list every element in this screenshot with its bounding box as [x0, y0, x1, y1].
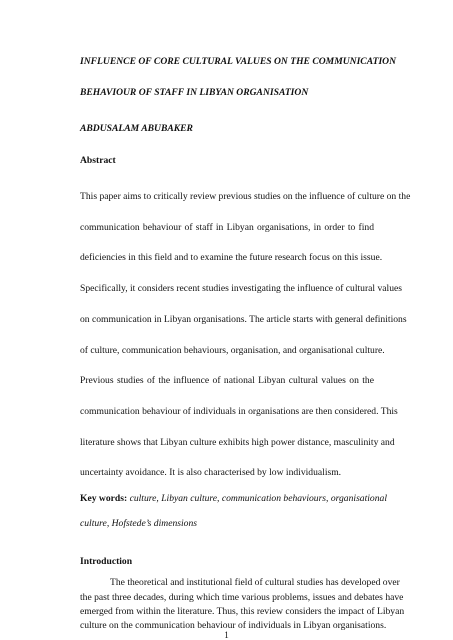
abstract-line: literature shows that Libyan culture exhibits high power distance, masculinity and	[80, 437, 395, 448]
abstract-line: deficiencies in this field and to examine the future research focus on this issue.	[80, 252, 383, 263]
intro-line: The theoretical and institutional field of cultural studies has developed over	[110, 577, 400, 588]
paper-title-line-2: BEHAVIOUR OF STAFF IN LIBYAN ORGANISATION	[80, 87, 309, 98]
keywords-text: culture, Libyan culture, communication behaviours, organisational	[129, 493, 387, 504]
intro-line: culture on the communication behaviour of individuals in Libyan organisations.	[80, 620, 387, 631]
abstract-line: communication behaviour of individuals in organisations are then considered. This	[80, 406, 398, 417]
keywords-line-2: culture, Hofstede’s dimensions	[80, 518, 197, 529]
page-number: 1	[224, 630, 229, 640]
abstract-line: on communication in Libyan organisations. The article starts with general definitions	[80, 314, 407, 325]
abstract-line: of culture, communication behaviours, organisation, and organisational culture.	[80, 345, 385, 356]
abstract-line: Specifically, it considers recent studies investigating the influence of cultural values	[80, 283, 402, 294]
keywords-line-1	[80, 493, 387, 505]
abstract-line: This paper aims to critically review previous studies on the influence of culture on the	[80, 191, 411, 202]
abstract-line: communication behaviour of staff in Libyan organisations, in order to find	[80, 222, 374, 233]
author-name: ABDUSALAM ABUBAKER	[80, 123, 193, 134]
keywords-label: Key words:	[80, 493, 128, 504]
intro-line: the past three decades, during which time various problems, issues and debates have	[80, 592, 404, 603]
abstract-line: uncertainty avoidance. It is also characterised by low individualism.	[80, 467, 342, 478]
abstract-line: Previous studies of the influence of national Libyan cultural values on the	[80, 375, 374, 386]
introduction-heading: Introduction	[80, 556, 133, 567]
intro-line: emerged from within the literature. Thus, this review considers the impact of Libyan	[80, 606, 405, 617]
paper-title-line-1: INFLUENCE OF CORE CULTURAL VALUES ON THE COMMUNICATION	[80, 56, 397, 67]
abstract-heading: Abstract	[80, 155, 116, 166]
